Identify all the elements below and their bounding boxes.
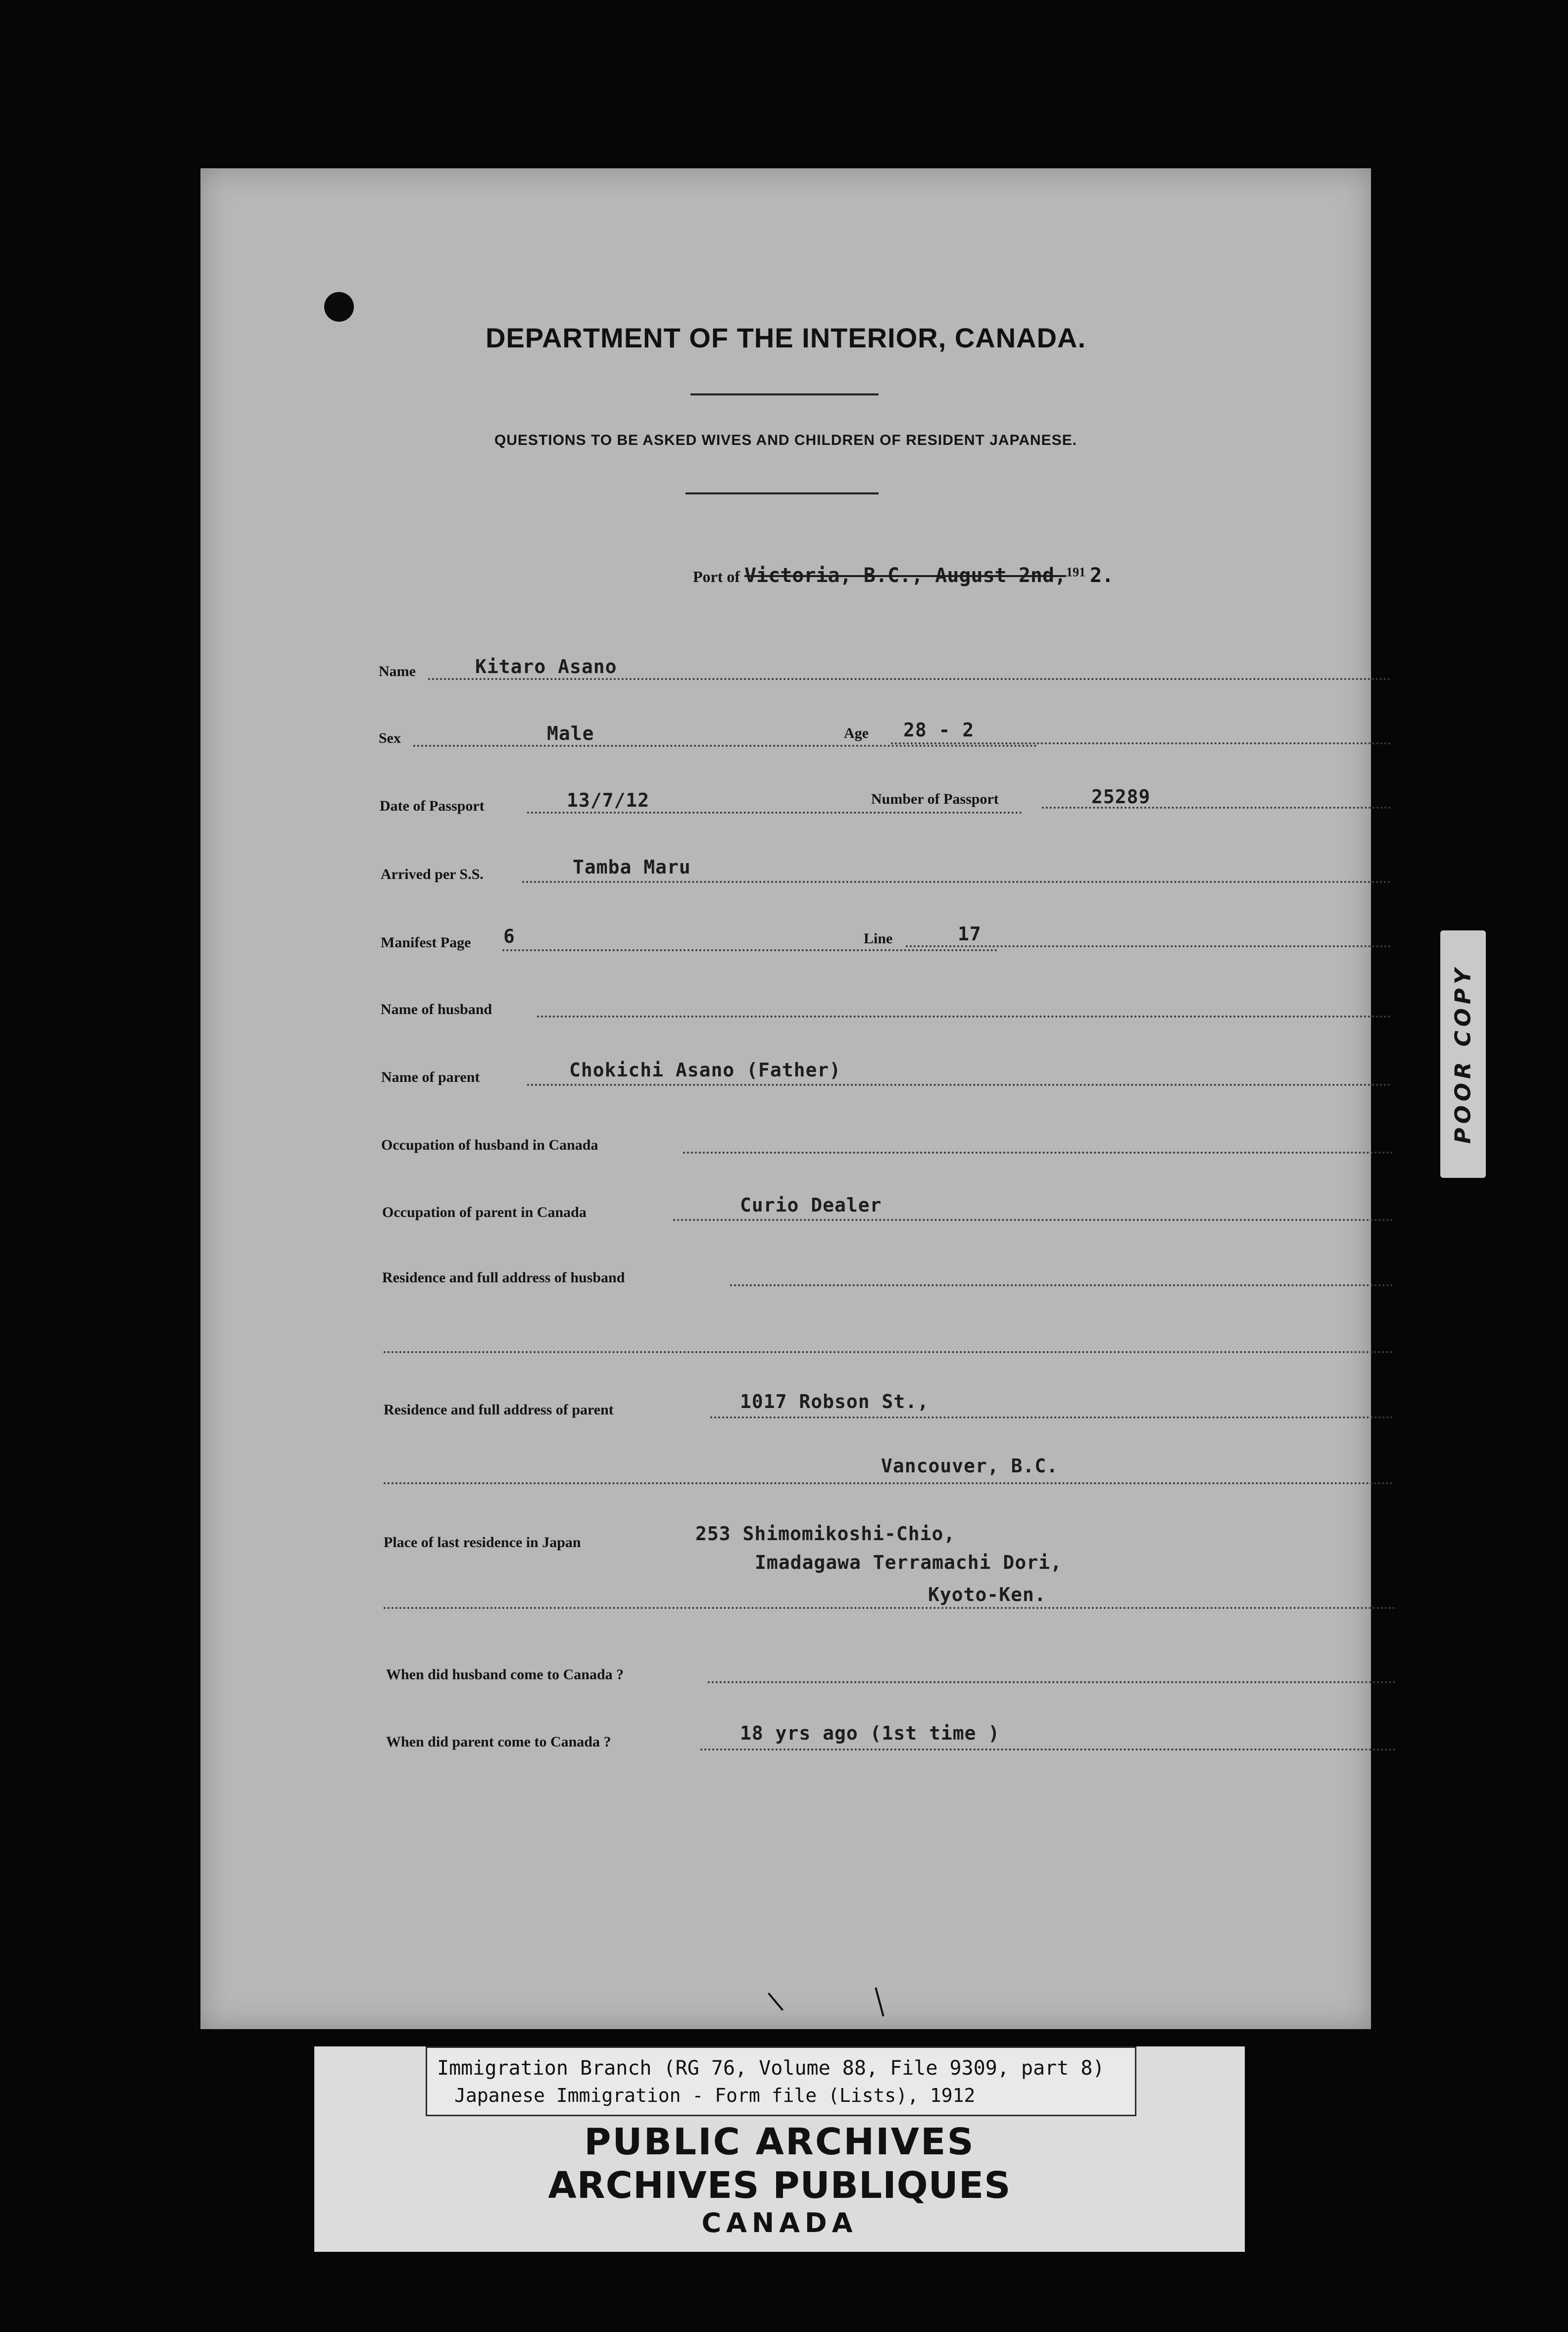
- husband-arrival-label: When did husband come to Canada ?: [386, 1666, 624, 1683]
- form-subtitle: QUESTIONS TO BE ASKED WIVES AND CHILDREN OF RESIDENT JAPANESE.: [494, 432, 1078, 448]
- archive-name-fr: ARCHIVES PUBLIQUES: [548, 2164, 1011, 2207]
- husband-occupation-label: Occupation of husband in Canada: [381, 1137, 598, 1153]
- passport-date-line: [527, 812, 1022, 814]
- husband-name-label: Name of husband: [381, 1001, 492, 1018]
- port-line: [693, 564, 1386, 587]
- sex-line: [413, 745, 1037, 747]
- poor-copy-text: POOR COPY: [1450, 964, 1476, 1144]
- port-year-digit: 2.: [1090, 564, 1114, 587]
- passport-date-label: Date of Passport: [380, 798, 485, 814]
- port-struck-value: Victoria, B.C., August 2nd,: [744, 564, 1067, 587]
- age-label: Age: [844, 725, 869, 741]
- parent-occupation-line: [673, 1219, 1393, 1221]
- pen-mark: [875, 1988, 884, 2017]
- japan-residence-line1: 253 Shimomikoshi-Chio,: [695, 1523, 956, 1545]
- husband-occupation-line: [683, 1152, 1393, 1154]
- sex-value: Male: [547, 723, 594, 744]
- parent-residence-line2: [384, 1482, 1393, 1484]
- port-label: Port of: [693, 568, 740, 585]
- parent-residence-line2-value: Vancouver, B.C.: [881, 1455, 1059, 1477]
- parent-arrival-line: [700, 1749, 1396, 1750]
- japan-residence-line3: Kyoto-Ken.: [928, 1584, 1046, 1605]
- parent-arrival-value: 18 yrs ago (1st time ): [740, 1722, 1000, 1744]
- japan-residence-label: Place of last residence in Japan: [384, 1534, 581, 1551]
- name-value: Kitaro Asano: [475, 656, 617, 678]
- japan-residence-line2: Imadagawa Terramachi Dori,: [755, 1552, 1062, 1573]
- form-title: DEPARTMENT OF THE INTERIOR, CANADA.: [485, 322, 1086, 353]
- parent-name-line: [527, 1084, 1391, 1086]
- parent-residence-line1: [710, 1416, 1393, 1418]
- line-label: Line: [864, 930, 893, 947]
- line-value: 17: [958, 923, 981, 945]
- parent-arrival-label: When did parent come to Canada ?: [386, 1734, 611, 1750]
- subtitle-divider: [686, 492, 879, 494]
- passport-number-value: 25289: [1091, 786, 1151, 808]
- archive-label: [314, 2046, 1245, 2252]
- port-year-prefix: 191: [1066, 565, 1086, 580]
- archive-reference-line2: Japanese Immigration - Form file (Lists), 1912: [454, 2085, 976, 2106]
- husband-name-line: [537, 1016, 1391, 1018]
- parent-occupation-value: Curio Dealer: [740, 1194, 882, 1216]
- manifest-value: 6: [503, 925, 515, 947]
- husband-residence-label: Residence and full address of husband: [382, 1269, 625, 1286]
- document-page: [200, 168, 1371, 2029]
- archive-reference-tag: [426, 2046, 1136, 2116]
- passport-number-label: Number of Passport: [871, 791, 999, 807]
- ship-value: Tamba Maru: [573, 856, 691, 878]
- ship-label: Arrived per S.S.: [381, 866, 484, 882]
- archive-country: CANADA: [701, 2207, 858, 2238]
- husband-arrival-line: [708, 1681, 1396, 1683]
- age-value: 28 - 2: [903, 719, 975, 741]
- pen-mark: [768, 1992, 784, 2011]
- title-divider: [690, 393, 879, 395]
- sex-label: Sex: [379, 730, 401, 746]
- husband-residence-line2: [384, 1351, 1393, 1353]
- line-number-line: [906, 945, 1391, 947]
- archive-name-en: PUBLIC ARCHIVES: [584, 2121, 975, 2163]
- poor-copy-stamp: [1440, 930, 1486, 1178]
- age-line: [891, 742, 1391, 744]
- husband-residence-line1: [730, 1284, 1393, 1286]
- japan-residence-line: [384, 1607, 1396, 1609]
- parent-occupation-label: Occupation of parent in Canada: [382, 1204, 587, 1220]
- archive-reference-line1: Immigration Branch (RG 76, Volume 88, File 9309, part 8): [437, 2057, 1105, 2080]
- parent-name-value: Chokichi Asano (Father): [569, 1059, 841, 1081]
- manifest-label: Manifest Page: [381, 934, 471, 951]
- name-label: Name: [379, 663, 416, 680]
- parent-residence-label: Residence and full address of parent: [384, 1402, 614, 1418]
- parent-residence-line1-value: 1017 Robson St.,: [740, 1391, 930, 1412]
- ship-line: [522, 881, 1391, 883]
- parent-name-label: Name of parent: [381, 1069, 480, 1085]
- passport-date-value: 13/7/12: [567, 789, 650, 811]
- name-line: [428, 678, 1391, 680]
- manifest-line: [502, 949, 997, 951]
- punch-hole: [324, 292, 354, 322]
